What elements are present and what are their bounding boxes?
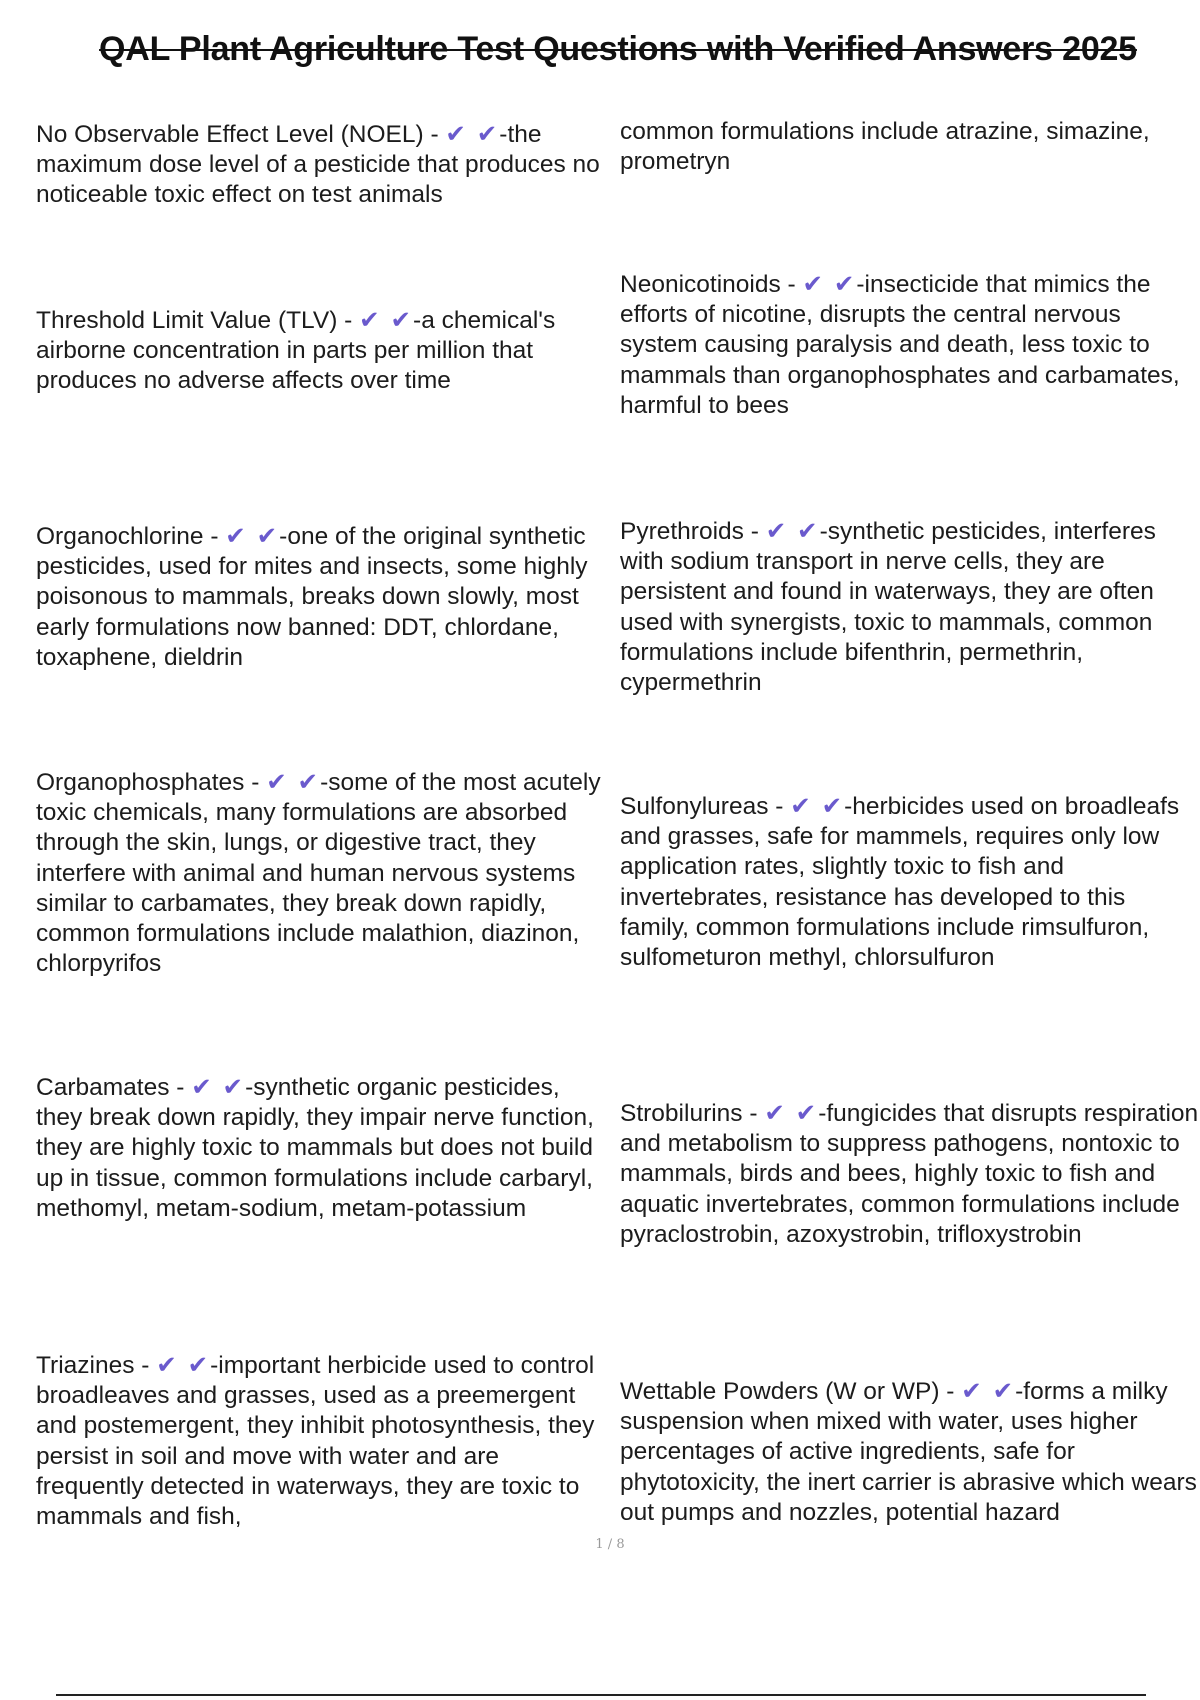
entry-definition: -important herbicide used to control broadleaves and grasses, used as a preemergent and postemergent, they inhibit photosynthesis, they persist in soil and move with water and are frequently detected in waterways, they are toxic to mammals and fish,	[36, 1352, 595, 1531]
double-check-icon: ✔ ✔	[156, 1352, 211, 1379]
entry-term: Triazines -	[36, 1352, 157, 1379]
entry-organophosphates	[36, 768, 606, 979]
entry-definition: -synthetic organic pesticides, they break down rapidly, they impair nerve function, they are highly toxic to mammals but does not build up in tissue, common formulations include carbaryl, methomyl, metam-sodium, metam-potassium	[36, 1074, 594, 1222]
entry-tlv	[36, 306, 606, 397]
double-check-icon: ✔ ✔	[764, 1100, 819, 1127]
entry-organochlorine	[36, 522, 606, 673]
entry-sulfonylureas	[620, 792, 1200, 973]
entry-triazines	[36, 1351, 606, 1532]
entry-triazines-continued	[620, 117, 1200, 177]
entry-definition: -insecticide that mimics the efforts of nicotine, disrupts the central nervous system causing paralysis and death, less toxic to mammals than organophosphates and carbamates, harmful to bees	[620, 271, 1180, 419]
double-check-icon: ✔ ✔	[802, 271, 857, 298]
double-check-icon: ✔ ✔	[790, 793, 845, 820]
entry-term: Threshold Limit Value (TLV) -	[36, 307, 360, 334]
entry-definition: -synthetic pesticides, interferes with sodium transport in nerve cells, they are persistent and found in waterways, they are often used with synergists, toxic to mammals, common formulations include bifenthrin, permethrin, cypermethrin	[620, 518, 1156, 697]
footer-divider	[56, 1694, 1146, 1696]
entry-definition: -the maximum dose level of a pesticide that produces no noticeable toxic effect on test animals	[36, 121, 600, 209]
entry-strobilurins	[620, 1099, 1200, 1250]
entry-wettable-powders	[620, 1377, 1200, 1528]
entry-term: Wettable Powders (W or WP) -	[620, 1378, 962, 1405]
entry-carbamates	[36, 1073, 606, 1224]
document-title: QAL Plant Agriculture Test Questions with Verified Answers 2025	[99, 30, 1137, 68]
entry-definition: -some of the most acutely toxic chemicals, many formulations are absorbed through the skin, lungs, or digestive tract, they interfere with animal and human nervous systems similar to carbamates, they break down rapidly, common formulations include malathion, diazinon, chlorpyrifos	[36, 769, 601, 978]
entry-noel	[36, 120, 606, 211]
entry-definition: -herbicides used on broadleafs and grasses, safe for mammels, requires only low application rates, slightly toxic to fish and invertebrates, resistance has developed to this family, common formulations include rimsulfuron, sulfometuron methyl, chlorsulfuron	[620, 793, 1180, 972]
double-check-icon: ✔ ✔	[961, 1378, 1016, 1405]
entry-term: Pyrethroids -	[620, 518, 766, 545]
double-check-icon: ✔ ✔	[266, 769, 321, 796]
double-check-icon: ✔ ✔	[191, 1074, 246, 1101]
entry-definition: -forms a milky suspension when mixed with water, uses higher percentages of active ingredients, safe for phytotoxicity, the inert carrier is abrasive which wears out pumps and nozzles, potential hazard	[620, 1378, 1197, 1526]
entry-definition: -one of the original synthetic pesticides, used for mites and insects, some highly poisonous to mammals, breaks down slowly, most early formulations now banned: DDT, chlordane, toxaphene, dieldrin	[36, 523, 588, 671]
double-check-icon: ✔ ✔	[359, 307, 414, 334]
page-number: 1 / 8	[595, 1537, 625, 1552]
entry-definition: -fungicides that disrupts respiration and metabolism to suppress pathogens, nontoxic to mammals, birds and bees, highly toxic to fish and aquatic invertebrates, common formulations include pyraclostrobin, azoxystrobin, trifloxystrobin	[620, 1100, 1199, 1248]
entry-neonicotinoids	[620, 270, 1200, 421]
double-check-icon: ✔ ✔	[445, 121, 500, 148]
double-check-icon: ✔ ✔	[225, 523, 280, 550]
entry-definition: common formulations include atrazine, simazine, prometryn	[620, 118, 1150, 176]
entry-term: Organochlorine -	[36, 523, 226, 550]
entry-term: Carbamates -	[36, 1074, 192, 1101]
entry-term: Strobilurins -	[620, 1100, 765, 1127]
entry-term: Organophosphates -	[36, 769, 267, 796]
entry-pyrethroids	[620, 517, 1200, 698]
entry-term: Neonicotinoids -	[620, 271, 803, 298]
entry-definition: -a chemical's airborne concentration in parts per million that produces no adverse affects over time	[36, 307, 556, 395]
entry-term: Sulfonylureas -	[620, 793, 791, 820]
entry-term: No Observable Effect Level (NOEL) -	[36, 121, 446, 148]
double-check-icon: ✔ ✔	[765, 518, 820, 545]
